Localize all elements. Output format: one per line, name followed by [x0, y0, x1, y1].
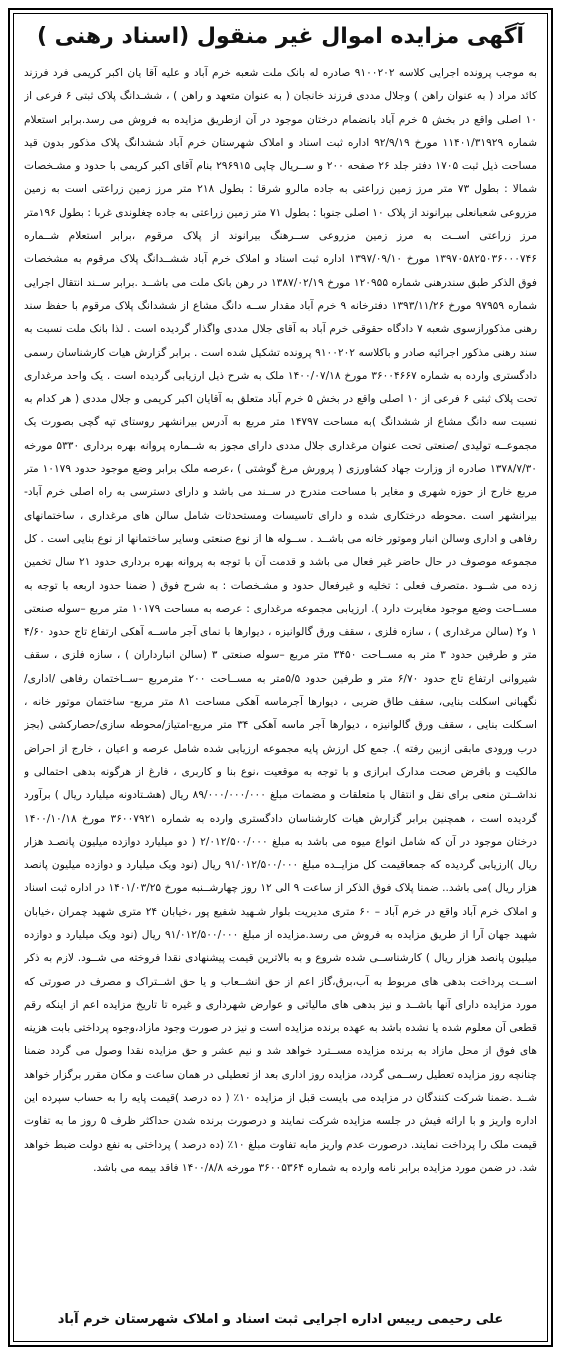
notice-body: به موجب پرونده اجرایی کلاسه ۹۱۰۰۲۰۲ صادره له بانک ملت شعبه خرم آباد و علیه آقا یان اکبر کریمی فرد فرزند کائد مراد ( به عنوان راهن ) وجلال مددی فرزند خانجان ( به عنوان متعهد و راهن ) ، ششـدانگ پلاک ثبتی ۶ فرعی از ۱۰ اصلی واقع در بخش ۵ خرم آباد بانضمام درختان موجود در آن ازطریق مزایده به فروش می رسد.برابر استعلام شماره ۱۱۴۰۱/۳۱۹۲۹ مورخ ۹۲/۹/۱۹ اداره ثبت اسناد و املاک شهرستان خرم آباد ششدانگ پلاک مذکور بدون قید مساحت ذیل ثبت ۱۷۰۵ دفتر جلد ۲۶ صفحه ۲۰۰ و ســریال چاپی ۲۹۶۹۱۵ بنام آقای اکبر کریمی با حدود و مشـخصات شمالا : بطول ۷۳ متر مرز زمین زراعتی به جاده مالرو شرقا : بطول ۲۱۸ متر مرز زمین زراعتی است به زمین مزروعی شعبانعلی بیرانوند از پلاک ۱۰ اصلی جنوبا : بطول ۷۱ متر زمین زراعتی به جاده چغلوندی غربا : بطول ۱۹۶متر مرز زراعتی اســت به مرز زمین مزروعی ســرهنگ بیرانوند از پلاک مرقوم ،برابر استعلام شــماره ۱۳۹۷۰۵۸۲۵۰۳۶۰۰۰۷۴۶ مورخ ۱۳۹۷/۰۹/۱۰ اداره ثبت اسناد و املاک خرم آباد ششــدانگ پلاک مرقوم به مشخصات فوق الذکر طبق سندرهنی شماره ۱۲۰۹۵۵ مورخ ۱۳۸۷/۰۲/۱۹ در رهن بانک ملت می باشــد .برابر ســند انتقال اجرایی شماره ۹۷۹۵۹ مورخ ۱۳۹۳/۱۱/۲۶ دفترخانه ۹ خرم آباد مقدار ســه دانگ مشاع از ششدانگ پلاک مرقوم با حفظ سند رهنی مذکورازسوی شعبه ۷ دادگاه حقوقی خرم آباد به آقای جلال مددی واگذار گردیده است . لذا بانک ملت نسبت به سند رهنی مذکور اجرائیه صادر و باکلاسه ۹۱۰۰۲۰۲ پرونده تشکیل شده است . برابر گزارش هیات کارشناسان رسمی دادگستری وارده به شماره ۳۶۰۰۴۶۶۷ مورخ ۱۴۰۰/۰۷/۱۸ ملک به شرح ذیل ارزیابی گردیده است . یک واحد مرغداری تحت پلاک ثبتی ۶ فرعی از ۱۰ اصلی واقع در بخش ۵ خرم آباد متعلق به آقایان اکبر کریمی و جلال مددی ( هر کدام به نسبت سه دانگ مشاع از ششدانگ )به مساحت ۱۴۷۹۷ متر مربع به آدرس بیرانشهر روستای تپه گچی بصورت یک مجموعــه تولیدی /صنعتی تحت عنوان مرغداری جلال مددی دارای مجوز به شــماره پروانه بهره برداری ۵۳۳۰ مورخه ۱۳۷۸/۷/۳۰ صادره از وزارت جهاد کشاورزی ( پرورش مرغ گوشتی ) ،عرصه ملک برابر وضع موجود حدود ۱۰۱۷۹ متر مربع خارج از حوزه شهری و مغایر با مساحت مندرج در ســند می باشد و دارای دسترسی به راه اصلی خرم آباد- بیرانشهر است .محوطه درختکاری شده و دارای تاسیسات ومستحدثات شامل سالن های مرغداری ، ساختمانهای رفاهی و اداری وسالن انبار وموتور خانه می باشــد . ســوله ها از نوع صنعتی وسایر ساختمانها از نوع بنایی است . کل مجموعه موصوف در حال حاضر غیر فعال می باشد و قدمت آن با توجه به پروانه بهره برداری حدود ۲۱ سال تخمین زده می شــود .متصرف فعلی : تخلیه و غیرفعال حدود و مشـخصات : به شرح فوق ( ضمنا حدود اربعه با توجه به مســاحت وضع موجود مغایرت دارد ). ارزیابی مجموعه مرغداری : عرصه به مساحت ۱۰۱۷۹ متر مربع –سوله صنعتی ۱ و۲ (سالن مرغداری ) ، سازه فلزی ، سقف ورق گالوانیزه ، دیوارها با نمای آجر ماســه آهکی ارتفاع تاج حدود ۴/۶۰ متر و طرفین حدود ۳ متر به مســاحت ۳۴۵۰ متر مربع –سوله صنعتی ۳ (سالن انبارداران ) ، سازه فلزی ، سقف شیروانی ارتفاع تاج حدود ۶/۷۰ متر و طرفین حدود ۵/۵متر به مســاحت ۲۰۰ مترمربع –ســاختمان رفاهی /اداری/ نگهبانی اسکلت بنایی، سقف طاق ضربی ، دیوارها آجرماسه آهکی مساحت ۸۱ متر مربع- ساختمان موتور خانه ، اسـکلت بنایی ، سقف ورق گالوانیزه ، دیوارها آجر ماسه آهکی ۳۴ متر مربع-امتیاز/محوطه سازی/حصارکشی (بجز درب ورودی مابقی ازبین رفته ). جمع کل ارزش پایه مجموعه ارزیابی شده شامل عرصه و اعیان ، خارج از احراض مالکیت و بافرض صحت مدارک ابرازی و با توجه به موقعیت ،نوع بنا و کاربری ، فارغ از هرگونه بدهی احتمالی و نداشــتن منعی برای نقل و انتقال با متعلقات و مضمات مبلغ ۸۹/۰۰۰/۰۰۰/۰۰۰ ریال (هشـتادونه میلیارد ریال ) برآورد گردیده است ، همچنین برابر گزارش هیات کارشناسان دادگستری وارده به شماره ۳۶۰۰۷۹۲۱ مورخ ۱۴۰۰/۱۰/۱۸ درختان موجود در آن که شامل انواع میوه می باشد به مبلغ ۲/۰۱۲/۵۰۰/۰۰۰ ( دو میلیارد دوازده میلیون پانصـد هزار ریال )ارزیابی گردیده که جمعاقیمت کل مزایــده مبلغ ۹۱/۰۱۲/۵۰۰/۰۰۰ ریال (نود ویک میلیارد و دوازده میلیون پانصد هزار ریال )می باشد.. ضمنا پلاک فوق الذکر از ساعت ۹ الی ۱۲ روز چهارشــنبه مورخ ۱۴۰۱/۰۳/۲۵ در اداره ثبت اسناد و املاک خرم آباد واقع در خرم آباد – ۶۰ متری مدیریت بلوار شـهید شفیع پور ،خیابان ۲۴ متری شهید چمران ،خیابان شهید جهان آرا از طریق مزایده به فروش می رسد.مزایده از مبلغ ۹۱/۰۱۲/۵۰۰/۰۰۰ ریال (نود ویک میلیارد و دوازده میلیون پانصد هزار ریال ) کارشناســی شده شروع و به بالاترین قیمت پیشنهادی نقدا فروخته می شــود. لازم به ذکر اســت پرداخت بدهی های مربوط به آب،برق،گاز اعم از حق انشــعاب و یا حق اشــتراک و مصرف در صورتی که مورد مزایده دارای آنها باشــد و نیز بدهی های مالیاتی و عوارض شهرداری و غیره تا تاریخ مزایده اعم از اینکه رقم قطعی آن معلوم شده یا نشده باشد به عهده برنده مزایده است و نیز در صورت وجود مازاد،وجوه پرداختی بابت هزینه های فوق از محل مازاد به برنده مزایده مســترد خواهد شد و نیم عشر و حق مزایده نقدا وصول می گردد ضمنا چنانچه روز مزایده تعطیل رســمی گردد، مزایده روز اداری بعد از تعطیلی در همان ساعت و مکان مقرر برگزار خواهد شــد .ضمنا شرکت کنندگان در مزایده می بایست قبل از مزایده ۱۰٪ ( ده درصد )قیمت پایه را به حساب سپرده این اداره واریز و با ارائه فیش در جلسه مزایده شرکت نمایند و درصورت برنده شدن حداکثر ظرف ۵ روز ما به تفاوت قیمت ملک را پرداخت نمایند. درصورت عدم واریز مابه تفاوت مبلغ ۱۰٪ (ده درصد ) پرداختی به نفع دولت ضبط خواهد شد. در ضمن مورد مزایده برابر نامه وارده به شماره ۳۶۰۰۵۳۶۴ مورخه ۱۴۰۰/۸/۸ فاقد بیمه می باشد.	[24, 67, 537, 1174]
auction-notice	[8, 8, 553, 1347]
notice-signature: علی رحیمی رییس اداره اجرایی ثبت اسناد و املاک شهرستان خرم آباد	[57, 1312, 504, 1327]
notice-title: آگهی مزایده اموال غیر منقول (اسناد رهنی )	[36, 24, 525, 49]
